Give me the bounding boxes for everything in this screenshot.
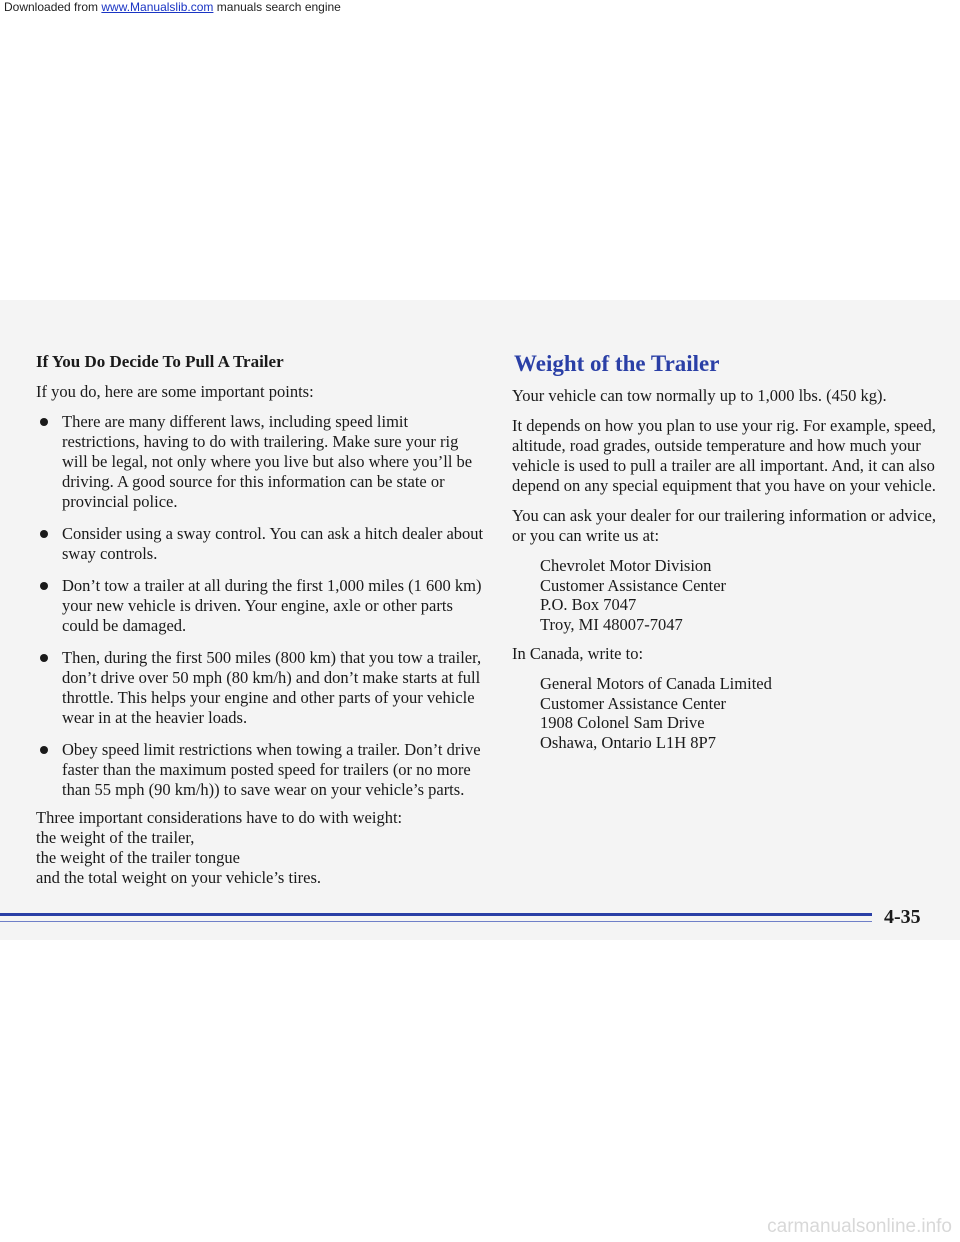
footer-rule bbox=[0, 913, 872, 916]
address-line: Customer Assistance Center bbox=[540, 693, 727, 713]
subheading: If You Do Decide To Pull A Trailer bbox=[36, 352, 284, 371]
download-banner bbox=[4, 0, 341, 15]
dealer-text: You can ask your dealer for our trailering information or advice, or you can write us at: bbox=[512, 506, 936, 545]
canada-address bbox=[540, 674, 942, 752]
important-points-list bbox=[36, 412, 486, 800]
address-line: Customer Assistance Center bbox=[540, 575, 727, 595]
factors-text: It depends on how you plan to use your rig. For example, speed, altitude, road grades, outside temperature and how much your vehicle is used to pull a trailer are all important. And, it can also depend on any special equipment that you have on your vehicle. bbox=[512, 416, 936, 495]
page-number: 4-35 bbox=[884, 906, 921, 928]
watermark: carmanualsonline.info bbox=[767, 1216, 952, 1237]
list-item: There are many different laws, including speed limit restrictions, having to do with trailering. Make sure your rig will be legal, not only where you live but also where you’ll be driving. A good source for this information can be state or provincial police. bbox=[36, 412, 486, 512]
section-title: Weight of the Trailer bbox=[514, 351, 720, 376]
weight-considerations bbox=[36, 808, 486, 888]
canada-intro: In Canada, write to: bbox=[512, 644, 644, 663]
address-line: P.O. Box 7047 bbox=[540, 595, 637, 614]
footer-rule-thin bbox=[0, 921, 872, 922]
list-item: Then, during the first 500 miles (800 km) that you tow a trailer, don’t drive over 50 mph (80 km/h) and don’t make starts at full throttle. This helps your engine and other parts of your vehicle wear in at the heavier loads. bbox=[36, 648, 486, 728]
right-column bbox=[512, 386, 942, 762]
address-line: 1908 Colonel Sam Drive bbox=[540, 713, 705, 732]
weight-intro: Three important considerations have to do with weight: bbox=[36, 808, 403, 827]
list-item: Don’t tow a trailer at all during the first 1,000 miles (1 600 km) your new vehicle is driven. Your engine, axle or other parts could be damaged. bbox=[36, 576, 486, 636]
weight-item-tires: and the total weight on your vehicle’s tires. bbox=[36, 868, 322, 887]
address-line: Oshawa, Ontario L1H 8P7 bbox=[540, 732, 716, 752]
address-line: General Motors of Canada Limited bbox=[540, 674, 772, 693]
address-line: Troy, MI 48007-7047 bbox=[540, 614, 683, 634]
weight-item-tongue: the weight of the trailer tongue bbox=[36, 848, 240, 867]
banner-suffix: manuals search engine bbox=[213, 0, 341, 14]
intro-text: If you do, here are some important points: bbox=[36, 382, 314, 401]
weight-item-trailer: the weight of the trailer, bbox=[36, 828, 195, 847]
left-column bbox=[36, 352, 486, 888]
tow-capacity-text: Your vehicle can tow normally up to 1,000 lbs. (450 kg). bbox=[512, 386, 887, 405]
us-address bbox=[540, 556, 942, 634]
banner-prefix: Downloaded from bbox=[4, 0, 102, 14]
list-item: Obey speed limit restrictions when towing a trailer. Don’t drive faster than the maximum posted speed for trailers (or no more than 55 mph (90 km/h)) to save wear on your vehicle’s parts. bbox=[36, 740, 486, 800]
address-line: Chevrolet Motor Division bbox=[540, 556, 712, 575]
list-item: Consider using a sway control. You can ask a hitch dealer about sway controls. bbox=[36, 524, 486, 564]
manualslib-link[interactable]: www.Manualslib.com bbox=[101, 0, 214, 14]
